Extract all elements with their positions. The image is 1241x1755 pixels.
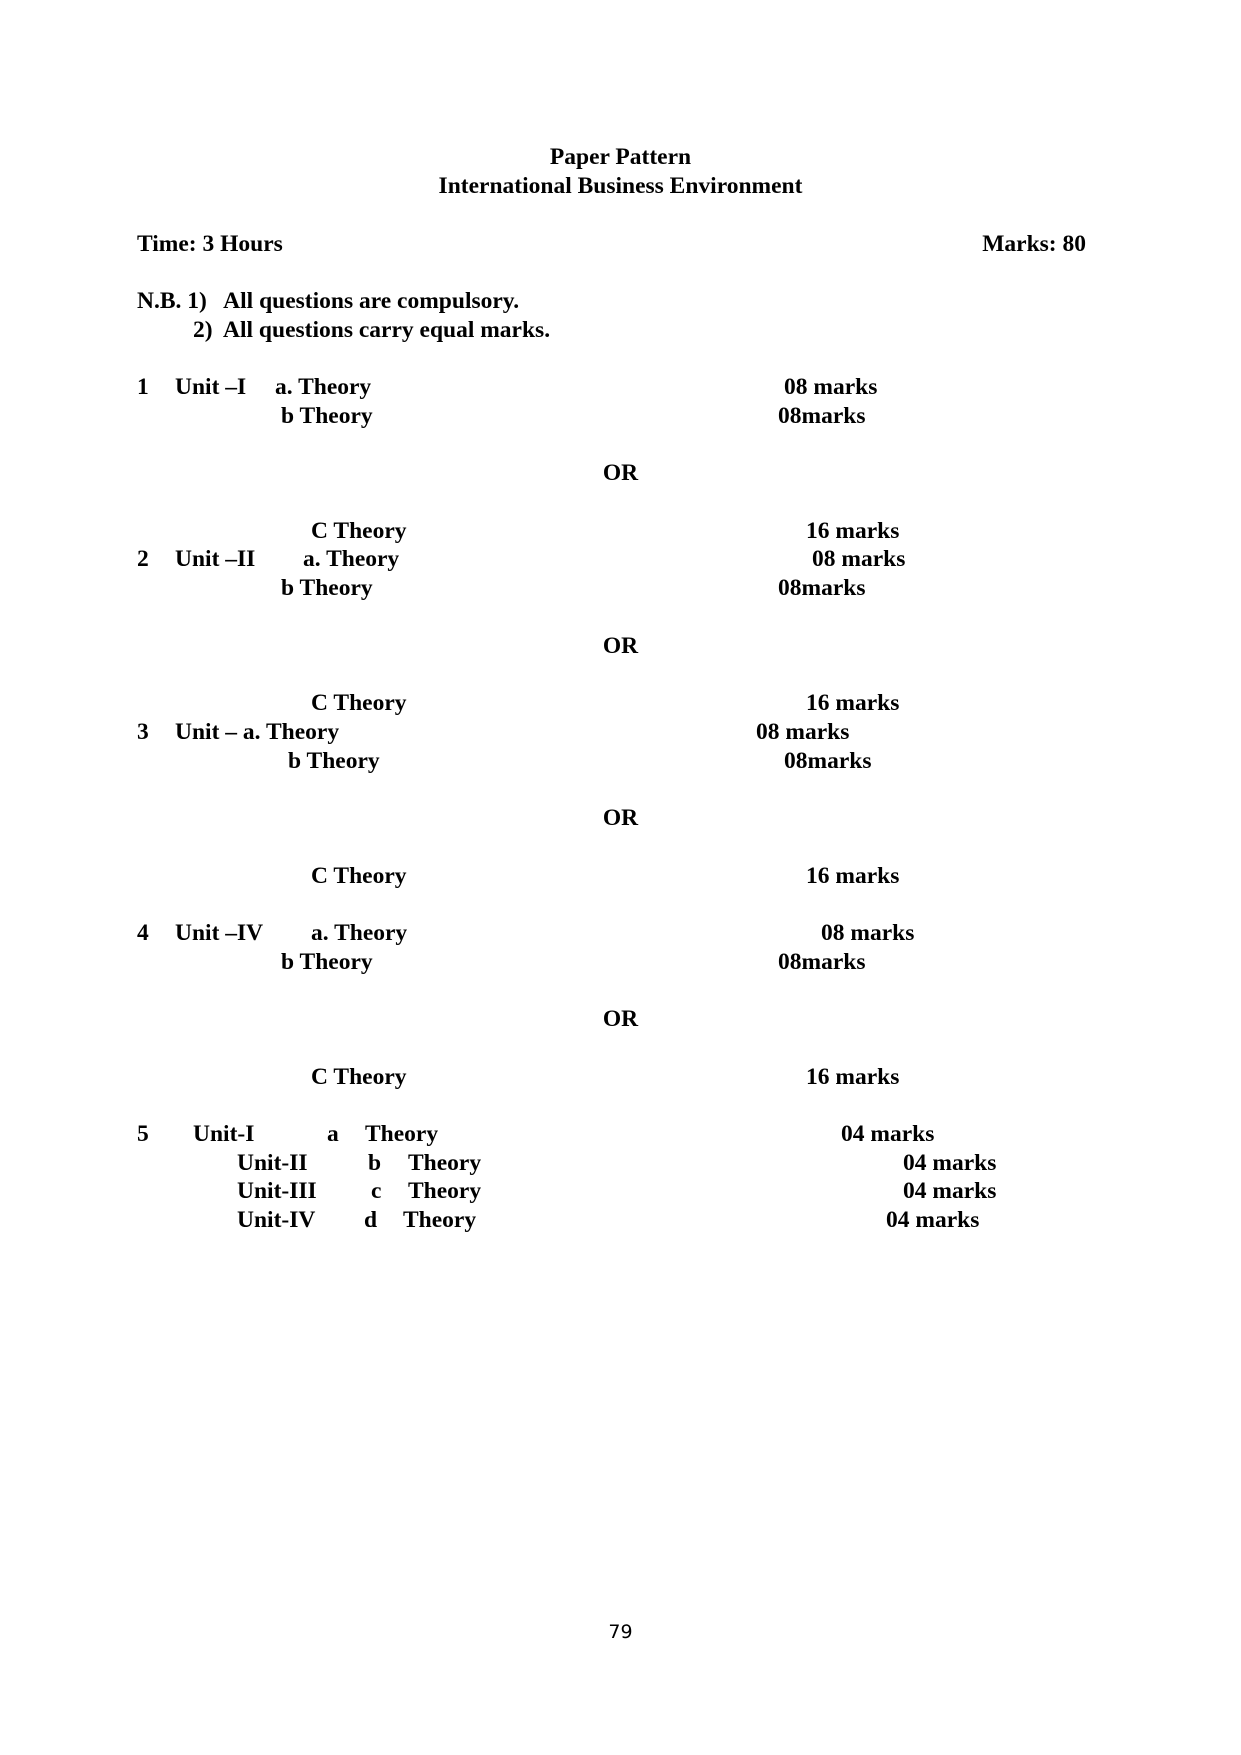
q5-row-4-letter: d	[364, 1207, 378, 1233]
q5-row-3-letter: c	[371, 1178, 382, 1204]
q1-or: OR	[602, 460, 639, 486]
q2-a-label: a. Theory	[303, 546, 400, 572]
q4-c-marks: 16 marks	[806, 1064, 900, 1090]
q5-row-2-label: Theory	[408, 1150, 482, 1176]
q2-c-label: C Theory	[311, 690, 407, 716]
q5-row-3-marks: 04 marks	[903, 1178, 997, 1204]
q4-c-label: C Theory	[311, 1064, 407, 1090]
q5-row-4-marks: 04 marks	[886, 1207, 980, 1233]
q4-b-label: b Theory	[281, 949, 373, 975]
q5-row-1-unit: Unit-I	[193, 1121, 255, 1147]
q2-a-marks: 08 marks	[812, 546, 906, 572]
q2-or: OR	[602, 633, 639, 659]
q4-b-marks: 08marks	[778, 949, 866, 975]
q5-row-1-label: Theory	[365, 1121, 439, 1147]
page-title: Paper Pattern	[549, 144, 692, 170]
q5-row-4-label: Theory	[403, 1207, 477, 1233]
q5-row-2-marks: 04 marks	[903, 1150, 997, 1176]
q5-row-3-label: Theory	[408, 1178, 482, 1204]
q5-row-1-marks: 04 marks	[841, 1121, 935, 1147]
q2-b-label: b Theory	[281, 575, 373, 601]
total-marks-label: Marks: 80	[982, 231, 1086, 257]
q3-a-marks: 08 marks	[756, 719, 850, 745]
q1-c-marks: 16 marks	[806, 518, 900, 544]
q3-number: 3	[137, 719, 149, 745]
q1-b-label: b Theory	[281, 403, 373, 429]
q4-number: 4	[137, 920, 149, 946]
q1-b-marks: 08marks	[778, 403, 866, 429]
q2-unit: Unit –II	[175, 546, 256, 572]
q2-c-marks: 16 marks	[806, 690, 900, 716]
q1-c-label: C Theory	[311, 518, 407, 544]
q3-or: OR	[602, 805, 639, 831]
subject-title: International Business Environment	[438, 173, 803, 199]
q5-number: 5	[137, 1121, 149, 1147]
q3-b-marks: 08marks	[784, 748, 872, 774]
q4-or: OR	[602, 1006, 639, 1032]
q2-b-marks: 08marks	[778, 575, 866, 601]
q1-unit: Unit –I	[175, 374, 247, 400]
q4-a-marks: 08 marks	[821, 920, 915, 946]
q5-row-3-unit: Unit-III	[237, 1178, 317, 1204]
q1-a-label: a. Theory	[275, 374, 372, 400]
time-label: Time: 3 Hours	[137, 231, 283, 257]
q4-a-label: a. Theory	[311, 920, 408, 946]
q1-number: 1	[137, 374, 149, 400]
page-number: 79	[608, 1621, 633, 1643]
note-line-1: N.B. 1) All questions are compulsory.	[137, 288, 520, 314]
note-line-2: 2) All questions carry equal marks.	[193, 317, 551, 343]
q4-unit: Unit –IV	[175, 920, 264, 946]
q3-c-label: C Theory	[311, 863, 407, 889]
q3-b-label: b Theory	[288, 748, 380, 774]
q1-a-marks: 08 marks	[784, 374, 878, 400]
q3-unit-a-label: Unit – a. Theory	[175, 719, 340, 745]
q2-number: 2	[137, 546, 149, 572]
q3-c-marks: 16 marks	[806, 863, 900, 889]
q5-row-1-letter: a	[327, 1121, 339, 1147]
q5-row-4-unit: Unit-IV	[237, 1207, 316, 1233]
q5-row-2-unit: Unit-II	[237, 1150, 308, 1176]
q5-row-2-letter: b	[368, 1150, 382, 1176]
